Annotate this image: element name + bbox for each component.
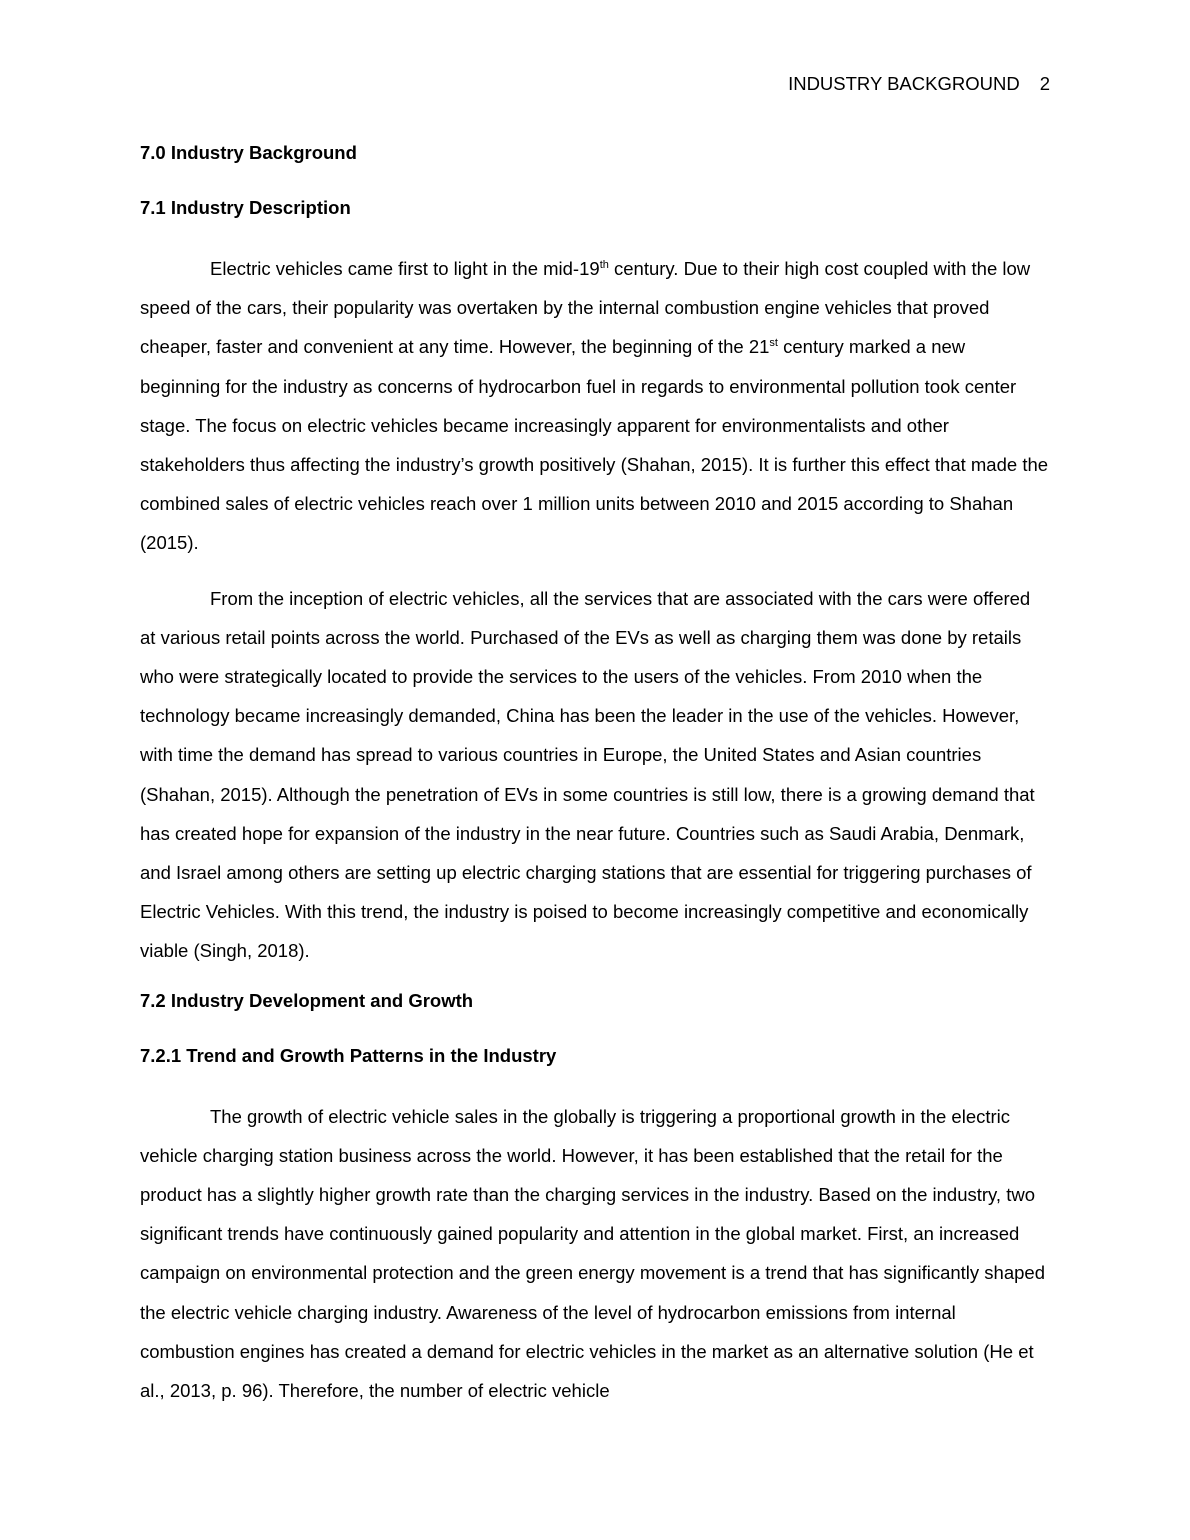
page-number: 2 (1039, 73, 1050, 94)
paragraph-text: century. Due to their high cost coupled with the low speed of the cars, their popularity was overtaken by the internal combustion engine vehicles that proved cheaper, faster and convenient at any time. However, the beginning of the 21 (140, 258, 1031, 358)
superscript-ordinal: st (769, 337, 778, 350)
section-heading-7-0: 7.0 Industry Background (140, 142, 357, 163)
running-header (788, 72, 1050, 96)
document-body (140, 139, 1050, 1426)
superscript-ordinal: th (599, 258, 609, 271)
running-title: INDUSTRY BACKGROUND (788, 73, 1020, 94)
section-heading-7-2: 7.2 Industry Development and Growth (140, 989, 474, 1011)
paragraph-industry-description-1 (140, 249, 1050, 563)
section-heading-7-1: 7.1 Industry Description (140, 197, 351, 218)
paragraph-text: century marked a new beginning for the industry as concerns of hydrocarbon fuel in regards to environmental pollution took center stage. The focus on electric vehicles became increasingly apparent for environmentalists and other stakeholders thus affecting the industry’s growth positively (Shahan, 2015). It is further this effect that made the combined sales of electric vehicles reach over 1 million units between 2010 and 2015 according to Shahan (2015). (140, 336, 1049, 554)
section-heading-7-2-1: 7.2.1 Trend and Growth Patterns in the Industry (140, 1044, 557, 1066)
paragraph-text: Electric vehicles came first to light in the mid-19 (210, 258, 600, 279)
paragraph-industry-description-2: From the inception of electric vehicles, all the services that are associated with the cars were offered at various retail points across the world. Purchased of the EVs as well as charging them was done by retails who were strategically located to provide the services to the users of the vehicles. From 2010 when the technology became increasingly demanded, China has been the leader in the use of the vehicles. However, with time the demand has spread to various countries in Europe, the United States and Asian countries (Shahan, 2015). Although the penetration of EVs in some countries is still low, there is a growing demand that has created hope for expansion of the industry in the near future. Countries such as Saudi Arabia, Denmark, and Israel among others are setting up electric charging stations that are essential for triggering purchases of Electric Vehicles. With this trend, the industry is poised to become increasingly competitive and economically viable (Singh, 2018). (140, 587, 1035, 962)
paragraph-trend-growth-1: The growth of electric vehicle sales in the globally is triggering a proportional growth in the electric vehicle charging station business across the world. However, it has been established that the retail for the product has a slightly higher growth rate than the charging services in the industry. Based on the industry, two significant trends have continuously gained popularity and attention in the global market. First, an increased campaign on environmental protection and the green energy movement is a trend that has significantly shaped the electric vehicle charging industry. Awareness of the level of hydrocarbon emissions from internal combustion engines has created a demand for electric vehicles in the market as an alternative solution (He et al., 2013, p. 96). Therefore, the number of electric vehicle (140, 1105, 1045, 1402)
